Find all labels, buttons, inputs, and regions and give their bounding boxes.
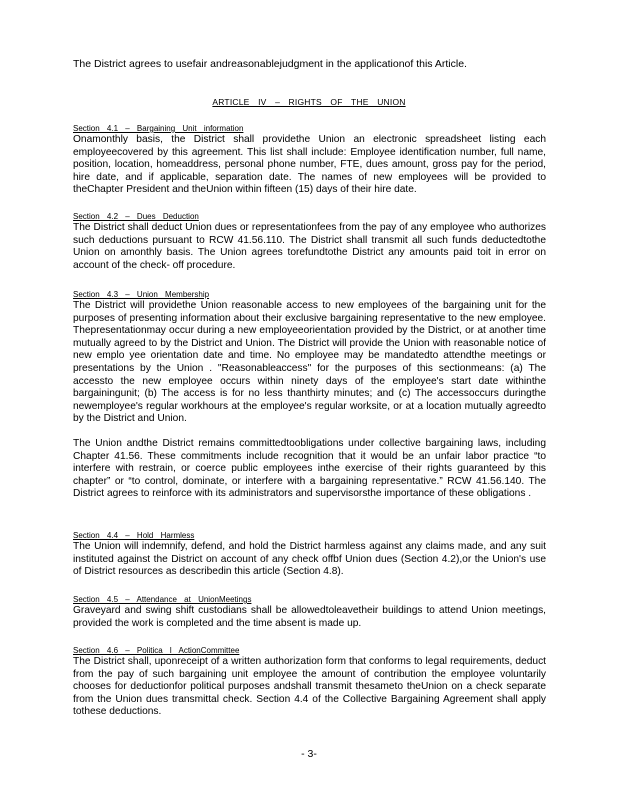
section-4-2 [73, 211, 546, 272]
section-4-4 [73, 530, 546, 579]
intro-sentence: The District agrees to usefair andreasonablejudgment in the applicationof this Article. [73, 58, 467, 70]
section-heading: Section 4.6 – Politica l ActionCommittee [73, 646, 240, 655]
section-paragraph: The District shall deduct Union dues or representationfees from the pay of any employee who authorizes such deductions pursuant to RCW 41.56.110. The District shall transmit all such funds deductedtothe Union on amonthly basis. The Union agrees torefundtothe District any amounts paid toit in error on account of the check- off procedure. [73, 222, 546, 271]
section-heading: Section 4.3 – Union Membership [73, 290, 210, 299]
section-heading: Section 4.2 – Dues Deduction [73, 212, 199, 221]
section-paragraph: The Union will indemnify, defend, and hold the District harmless against any claims made, and any suit instituted against the District on account of any check offbf Union dues (Section 4.2),or the Union's use of District resources as describedin this article (Section 4.8). [73, 541, 546, 578]
section-4-1 [73, 123, 546, 197]
section-heading: Section 4.5 – Attendance at UnionMeetings [73, 595, 252, 604]
section-paragraph: The District shall, uponreceipt of a written authorization form that conforms to legal requirements, deduct from the pay of such bargaining unit employee the amount of contribution the employee voluntarily chooses for deductionfor political purposes andshall transmit thesameto theUnion on a check separate from the Union dues transmittal check. Section 4.4 of the Collective Bargaining Agreement shall apply tothese deductions. [73, 656, 546, 718]
section-heading: Section 4.4 – Hold Harmless [73, 531, 195, 540]
section-4-6 [73, 645, 546, 719]
page-number: - 3- [301, 748, 317, 760]
article-title [0, 97, 618, 107]
section-heading: Section 4.1 – Bargaining Unit information [73, 124, 244, 133]
section-4-5 [73, 594, 546, 630]
section-paragraph: The District will providethe Union reasonable access to new employees of the bargaining unit for the purposes of presenting information about their exclusive bargaining representative to the new employee. Thepresentationmay occur during a new employeeorientation provided by the District, or at another time mutually agreed to by the District and Union. The District will provide the Union with reasonable notice of new emplo yee orientation date and time. No employee may be mandatedto attendthe meetings or presentations by the Union . "Reasonableaccess" for the purposes of this sectionmeans: (a) The accessto the new employee occurs within ninety days of the employee's start date withinthe bargainingunit; (b) The access is for no less thanthirty minutes; and (c) The accessoccurs duringthe newemployee's regular workhours at the employee's regular worksite, or at a location mutually agreedto by the District and Union. [73, 300, 546, 425]
article-title-text: ARTICLE IV – RIGHTS OF THE UNION [212, 97, 406, 107]
section-paragraph: Onamonthly basis, the District shall providethe Union an electronic spreadsheet listing each employeecovered by this agreement. This list shall include: Employee identification number, full name, position, location, homeaddress, personal phone number, FTE, dues amount, gross pay for the period, hire date, and if applicable, separation date. The names of new employees will be provided to theChapter President and theUnion within fifteen (15) days of their hire date. [73, 134, 546, 196]
section-4-3 [73, 289, 546, 501]
section-paragraph: The Union andthe District remains committedtoobligations under collective bargaining laws, including Chapter 41.56. These commitments include recognition that it would be an unfair labor practice “to interfere with restrain, or coerce public employees inthe exercise of their rights guaranteed by this chapter” or “to control, dominate, or interfere with a bargaining representative.” RCW 41.56.140. The District agrees to reinforce with its administrators and supervisorsthe importance of these obligations . [73, 437, 546, 500]
section-paragraph: Graveyard and swing shift custodians shall be allowedtoleavetheir buildings to attend Union meetings, provided the work is completed and the time absent is made up. [73, 605, 546, 629]
